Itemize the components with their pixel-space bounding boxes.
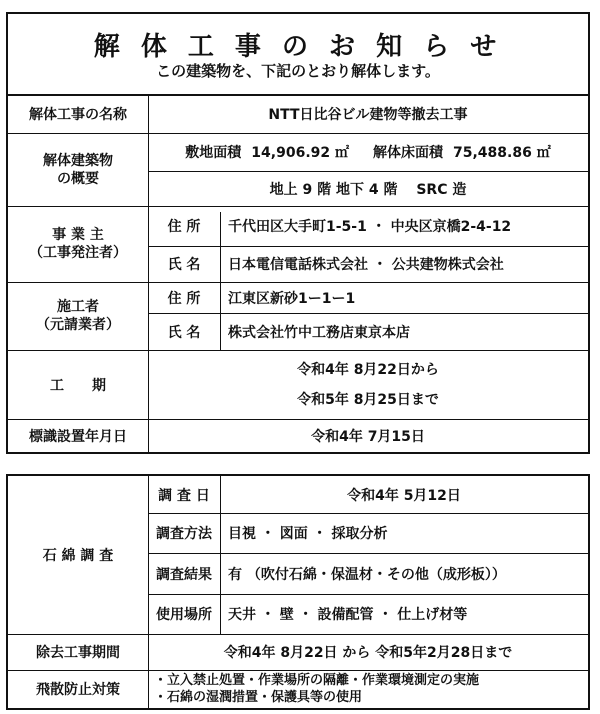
- survey-result-value: 有 （吹付石綿・保温材・その他（成形板））: [228, 566, 506, 583]
- survey-result-label: 調査結果: [156, 566, 212, 583]
- period-label: 工 期: [50, 377, 106, 394]
- scatter-prevention-label: 飛散防止対策: [36, 682, 120, 698]
- owner-name-value: 日本電信電話株式会社 ・ 公共建物株式会社: [228, 257, 504, 273]
- construction-name-label: 解体工事の名称: [29, 106, 127, 123]
- scatter-prevention-value: [154, 670, 588, 708]
- contractor-name-value: 株式会社竹中工務店東京本店: [228, 324, 410, 341]
- owner-address-value: 千代田区大手町1-5-1 ・ 中央区京橋2-4-12: [228, 219, 512, 235]
- notice-subtitle: この建築物を、下記のとおり解体します。: [156, 62, 440, 80]
- contractor-label: [8, 282, 148, 350]
- floors-structure: 地上 9 階 地下 4 階 SRC 造: [269, 181, 467, 198]
- owner-name-label: 氏 名: [167, 257, 201, 273]
- survey-method-value: 目視 ・ 図面 ・ 採取分析: [228, 526, 388, 542]
- site-area-value: 14,906.92 ㎡: [251, 145, 349, 161]
- usage-location-value: 天井 ・ 壁 ・ 設備配管 ・ 仕上げ材等: [228, 607, 468, 623]
- removal-period-value: 令和4年 8月22日 から 令和5年2月28日まで: [223, 645, 513, 661]
- demolition-notice-board: [6, 12, 590, 454]
- area-row: [148, 133, 588, 171]
- notice-header: [8, 14, 588, 96]
- sign-date-value: 令和4年 7月15日: [311, 428, 425, 445]
- survey-date-label: 調 査 日: [158, 487, 210, 504]
- floor-area-value: 75,488.86 ㎡: [453, 145, 551, 161]
- usage-location-label: 使用場所: [156, 607, 212, 623]
- owner-label-line2: （工事発注者）: [29, 245, 127, 261]
- notice-title: 解 体 工 事 の お 知 ら せ: [93, 32, 503, 62]
- owner-label-line1: 事 業 主: [52, 227, 104, 243]
- floor-area-label: 解体床面積: [373, 145, 443, 161]
- scatter-measure-line2: ・石綿の湿潤措置・保護具等の使用: [154, 690, 363, 705]
- removal-period-label: 除去工事期間: [36, 645, 120, 661]
- building-overview-label: [8, 133, 148, 206]
- scatter-measure-line1: ・立入禁止処置・作業場所の隔離・作業環境測定の実施: [154, 673, 480, 688]
- period-to: 令和5年 8月25日まで: [297, 391, 439, 408]
- building-overview-label-line1: 解体建築物: [43, 152, 113, 169]
- site-area-label: 敷地面積: [185, 145, 242, 161]
- contractor-address-value: 江東区新砂1ー1ー1: [228, 290, 356, 307]
- survey-method-label: 調査方法: [156, 526, 212, 542]
- contractor-address-label: 住 所: [167, 290, 201, 307]
- building-overview-label-line2: の概要: [57, 170, 99, 187]
- owner-label: [8, 206, 148, 282]
- period-from: 令和4年 8月22日から: [297, 361, 439, 378]
- period-value: [148, 350, 588, 419]
- survey-date-value: 令和4年 5月12日: [347, 487, 461, 504]
- construction-name-value: NTT日比谷ビル建物等撤去工事: [268, 106, 468, 123]
- contractor-name-label: 氏 名: [167, 324, 201, 341]
- asbestos-survey-label: 石 綿 調 査: [42, 548, 114, 564]
- asbestos-survey-board: [6, 474, 590, 710]
- owner-address-label: 住 所: [167, 219, 201, 235]
- contractor-label-line1: 施工者: [57, 299, 99, 315]
- sign-date-label: 標識設置年月日: [29, 428, 127, 445]
- contractor-label-line2: （元請業者）: [36, 317, 120, 333]
